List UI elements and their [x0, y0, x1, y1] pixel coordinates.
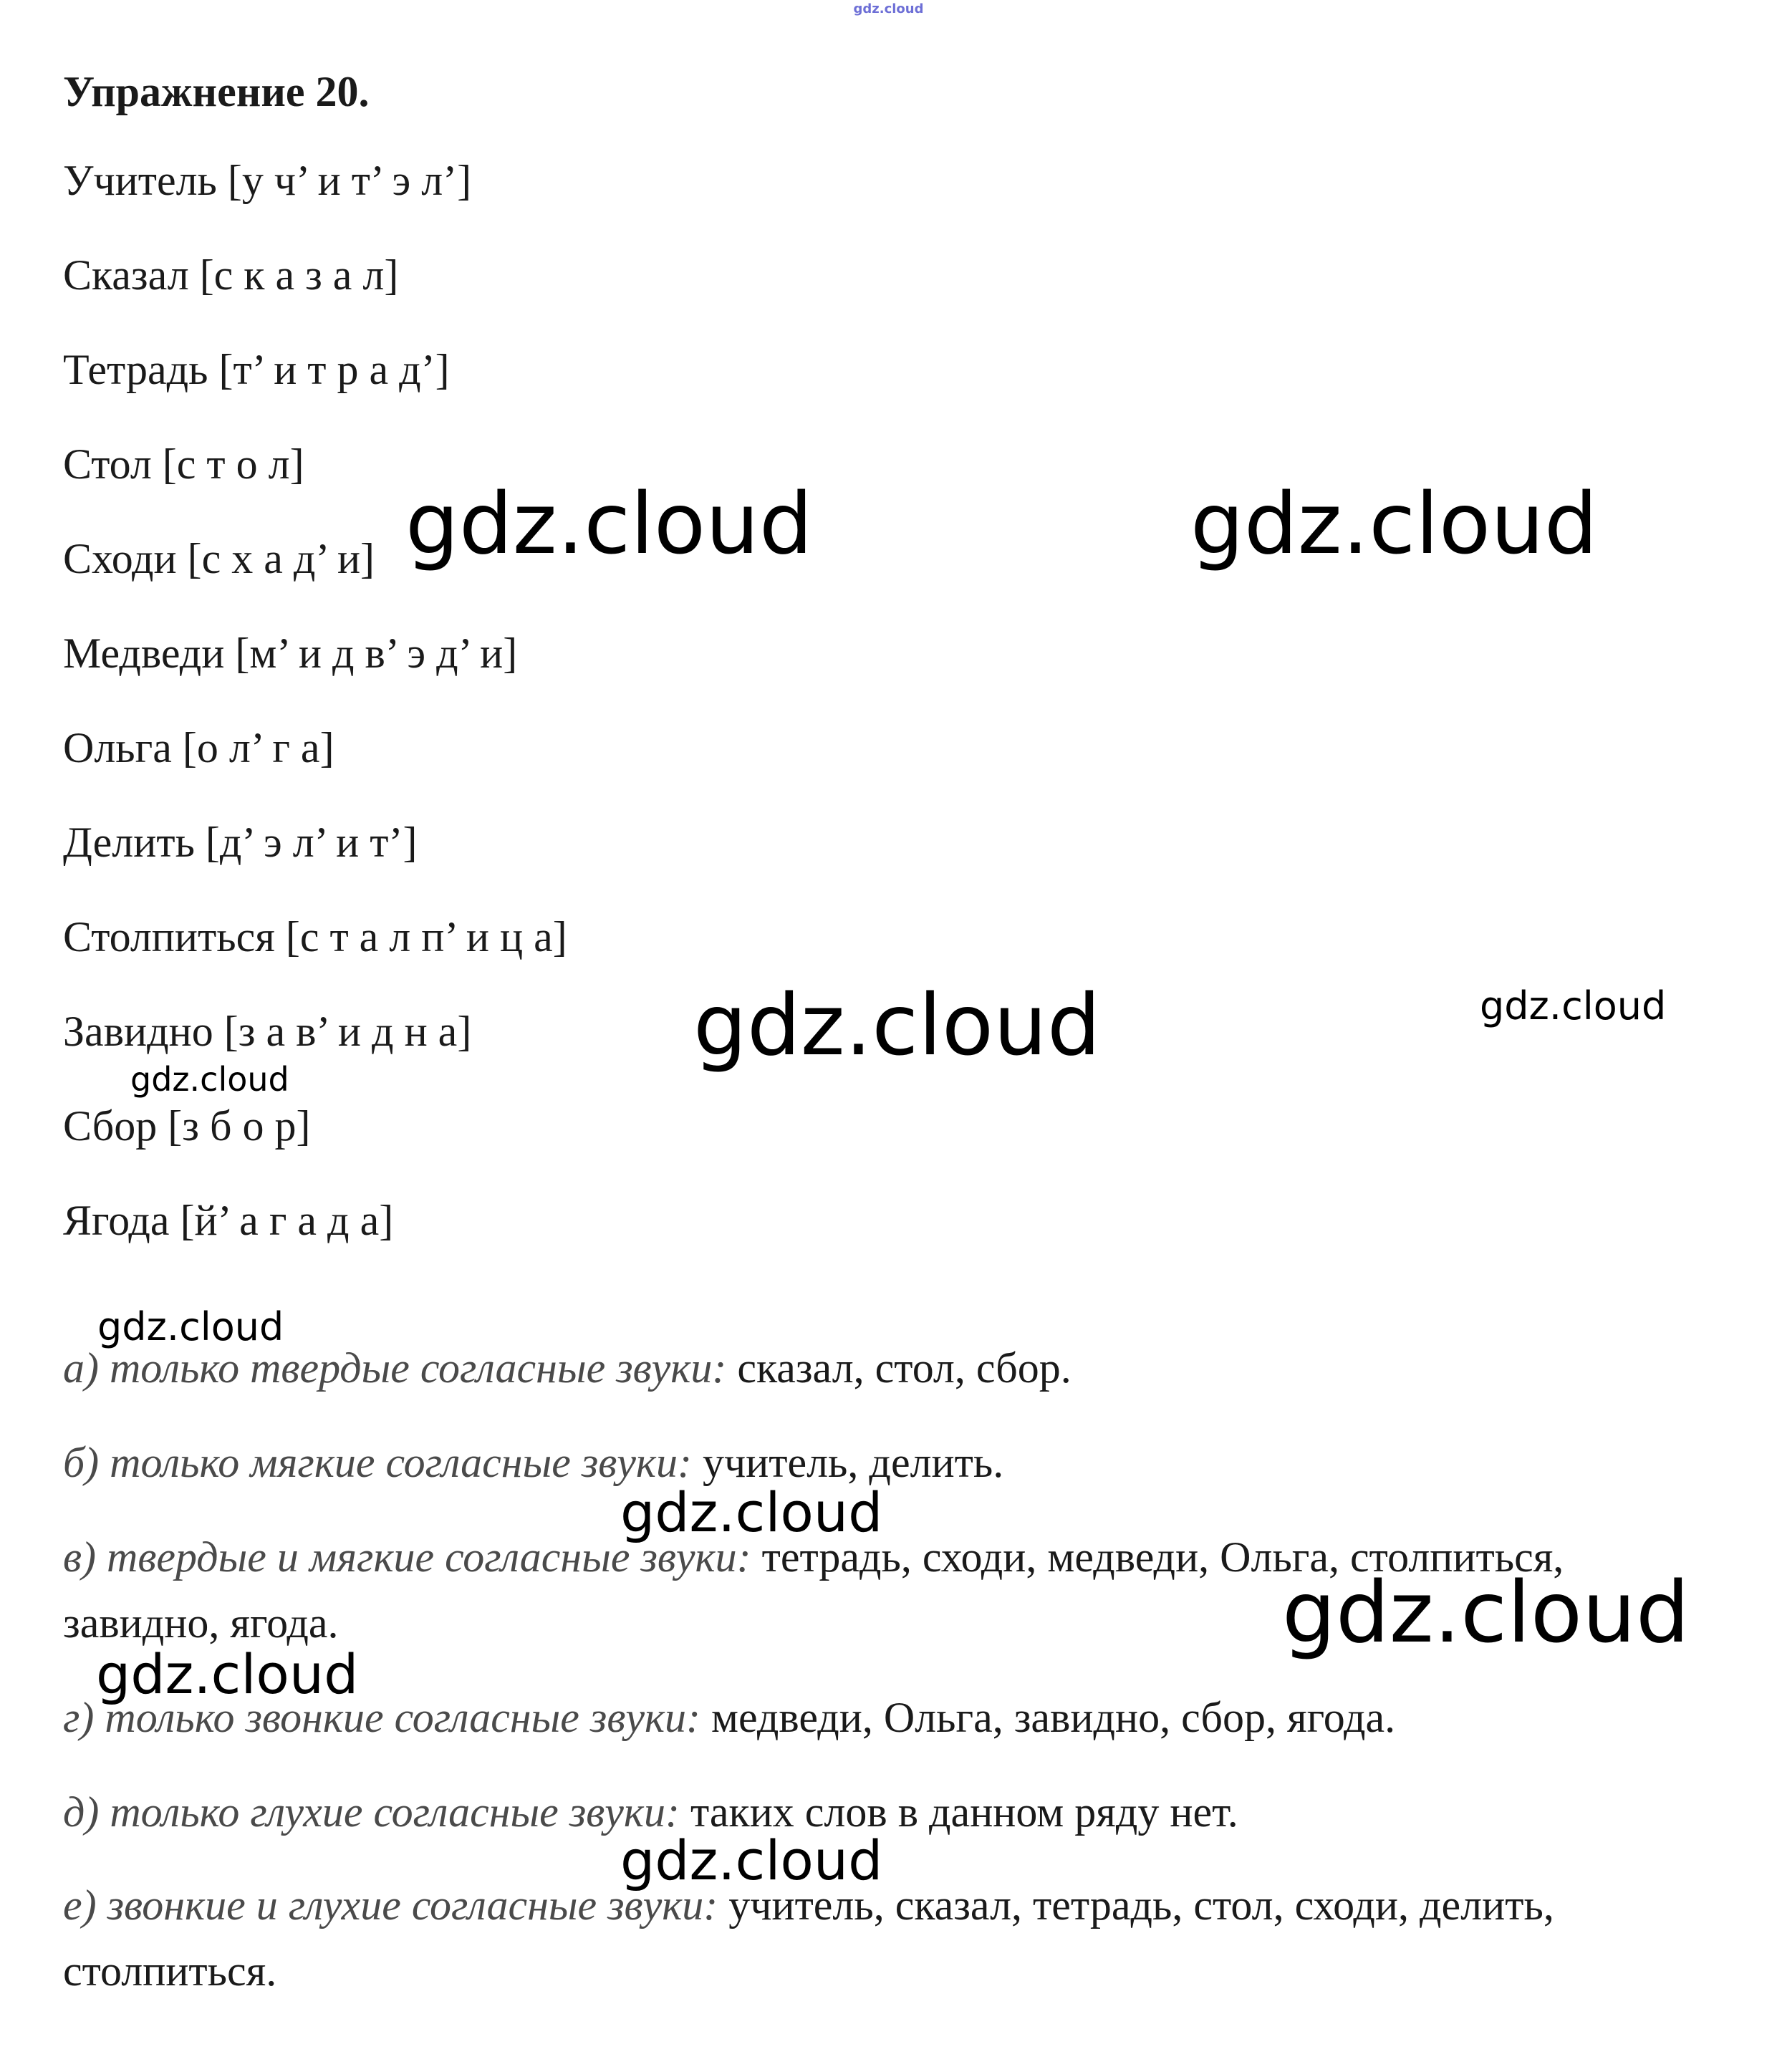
transcription-item: Ягода [й’ а г а д а]: [63, 1197, 394, 1244]
answer-words: тетрадь, сходи, медведи, Ольга, столпиться, завидно, ягода.: [63, 1533, 1564, 1647]
watermark: gdz.cloud: [405, 474, 813, 573]
transcription-item: Ольга [о л’ г а]: [63, 724, 334, 771]
watermark: gdz.cloud: [1480, 983, 1667, 1028]
answer-label: д) только глухие согласные звуки:: [63, 1788, 680, 1836]
header-watermark: gdz.cloud: [853, 1, 924, 16]
answer-words: учитель, сказал, тетрадь, стол, сходи, делить, столпиться.: [63, 1881, 1554, 1995]
transcription-item: Медведи [м’ и д в’ э д’ и]: [63, 630, 518, 677]
transcription-item: Сходи [с х а д’ и]: [63, 535, 375, 582]
watermark: gdz.cloud: [1282, 1563, 1690, 1662]
answer-words: медведи, Ольга, завидно, сбор, ягода.: [700, 1694, 1396, 1741]
transcription-list: [63, 152, 567, 1286]
answer-label: г) только звонкие согласные звуки:: [63, 1694, 701, 1741]
transcription-item: Сказал [с к а з а л]: [63, 251, 399, 299]
answer-words: таких слов в данном ряду нет.: [679, 1788, 1238, 1836]
transcription-item: Столпиться [с т а л п’ и ц а]: [63, 913, 567, 960]
transcription-item: Тетрадь [т’ и т р а д’]: [63, 346, 450, 393]
answer-b: [63, 1430, 1725, 1495]
watermark: gdz.cloud: [130, 1060, 289, 1099]
watermark: gdz.cloud: [97, 1304, 284, 1349]
transcription-item: Завидно [з а в’ и д н а]: [63, 1008, 472, 1055]
answer-label: е) звонкие и глухие согласные звуки:: [63, 1881, 718, 1929]
answer-label: а) только твердые согласные звуки:: [63, 1344, 727, 1392]
exercise-title: Упражнение 20.: [63, 68, 370, 115]
transcription-item: Стол [с т о л]: [63, 440, 304, 488]
answer-label: б) только мягкие согласные звуки:: [63, 1439, 692, 1486]
answer-words: учитель, делить.: [691, 1439, 1004, 1486]
answer-a: [63, 1335, 1725, 1401]
watermark: gdz.cloud: [96, 1642, 359, 1706]
watermark: gdz.cloud: [1190, 474, 1598, 573]
answer-d: [63, 1779, 1725, 1845]
answer-label: в) твердые и мягкие согласные звуки:: [63, 1533, 751, 1581]
watermark: gdz.cloud: [620, 1828, 883, 1892]
transcription-item: Сбор [з б о р]: [63, 1102, 311, 1150]
watermark: gdz.cloud: [693, 975, 1101, 1074]
transcription-item: Делить [д’ э л’ и т’]: [63, 819, 418, 866]
transcription-item: Учитель [у ч’ и т’ э л’]: [63, 157, 472, 204]
watermark: gdz.cloud: [620, 1480, 883, 1544]
answer-e: [63, 1872, 1725, 2004]
answer-words: сказал, стол, сбор.: [726, 1344, 1072, 1392]
